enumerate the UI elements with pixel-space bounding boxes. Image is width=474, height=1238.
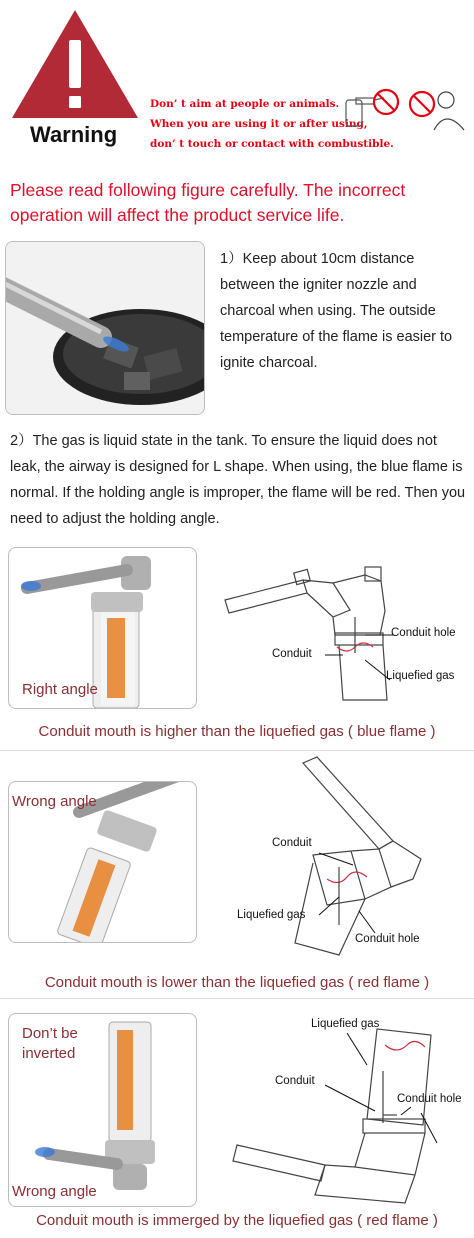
conduit-hole-label-2: Conduit hole (355, 933, 420, 945)
wrong-angle-label-3: Wrong angle (12, 1183, 97, 1200)
dont-be-inverted-label-2: inverted (22, 1045, 76, 1062)
warning-line-2: When you are using it or after using, (150, 118, 368, 130)
wrong-angle-label-2: Wrong angle (12, 793, 97, 810)
wrong-angle-diagram (215, 755, 470, 960)
caption-1: Conduit mouth is higher than the liquefied gas ( blue flame ) (38, 723, 436, 740)
caption-3: Conduit mouth is immerged by the liquefied gas ( red flame ) (36, 1212, 438, 1229)
inverted-diagram (225, 1015, 470, 1208)
caption-2: Conduit mouth is lower than the liquefied gas ( red flame ) (44, 974, 430, 991)
conduit-label-3: Conduit (275, 1075, 315, 1087)
liquefied-gas-label-3: Liquefied gas (311, 1018, 380, 1030)
step-1-text: 1）Keep about 10cm distance between the igniter nozzle and charcoal when using. The outside temperature of the flame is easier to ignite charcoal. (220, 251, 453, 371)
charcoal-lighting-photo (5, 241, 205, 415)
warning-title: Warning (30, 122, 118, 147)
dont-be-inverted-label-1: Don’t be (22, 1025, 78, 1042)
notice-text: Please read following figure carefully. The incorrect operation will affect the product service life. (10, 180, 406, 225)
conduit-label-1: Conduit (272, 648, 312, 660)
warning-line-3: don’ t touch or contact with combustible. (150, 138, 394, 150)
no-aim-at-people-icon (342, 86, 470, 134)
inverted-photo (8, 1013, 197, 1207)
liquefied-gas-label-1: Liquefied gas (386, 670, 455, 682)
step-2-text: 2）The gas is liquid state in the tank. To ensure the liquid does not leak, the airway is designed for L shape. When using, the blue flame is normal. If the holding angle is improper, the flame will be red. Then you need to adjust the holding angle. (10, 433, 466, 527)
right-angle-label: Right angle (22, 681, 98, 698)
conduit-label-2: Conduit (272, 837, 312, 849)
liquefied-gas-label-2: Liquefied gas (237, 909, 306, 921)
warning-line-1: Don’ t aim at people or animals. (150, 98, 340, 110)
conduit-hole-label-1: Conduit hole (391, 627, 456, 639)
divider-1 (0, 750, 474, 751)
warning-triangle-icon (10, 8, 140, 120)
divider-2 (0, 998, 474, 999)
conduit-hole-label-3: Conduit hole (397, 1093, 462, 1105)
